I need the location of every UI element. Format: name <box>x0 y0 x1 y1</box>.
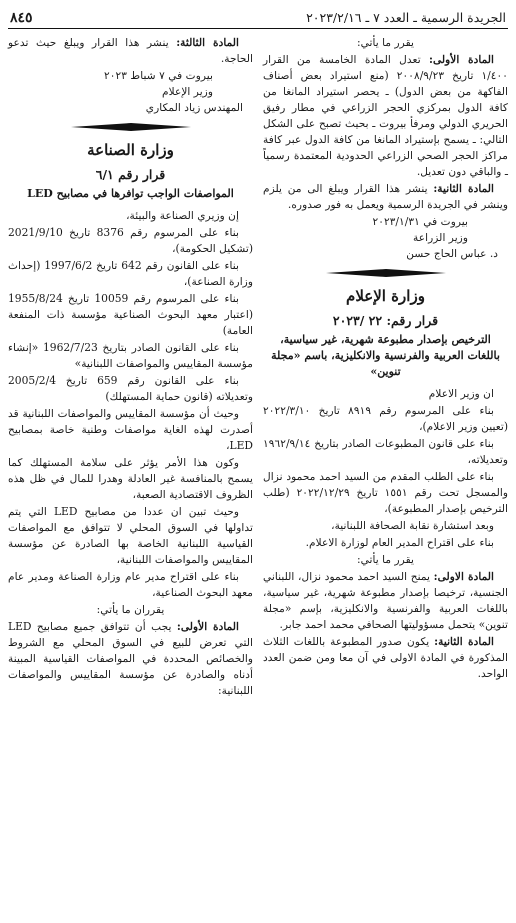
decides-heading: يقرر ما يأتي: <box>357 36 414 49</box>
ministers-line: إن وزيري الصناعة والبيئة، <box>126 209 239 222</box>
article-one-b <box>263 569 508 633</box>
right-column <box>263 35 508 700</box>
signature-date-2: بيروت في ٧ شباط ٢٠٢٣ <box>104 69 213 82</box>
ministry-heading: وزارة الإعلام <box>346 287 425 305</box>
article-two-b-label: المادة الثانية: <box>434 635 494 648</box>
recital-l9: بناء على اقتراح مدير عام وزارة الصناعة ومدير عام معهد البحوث الصناعية، <box>8 570 253 599</box>
divider-ornament-icon <box>71 123 191 131</box>
article-three-label: المادة الثالثة: <box>176 36 239 49</box>
decision-title: الترخيص بإصدار مطبوعة شهرية، غير سياسية، باللغات العربية والفرنسية والانكليزية، باسم «مجلة تنوين» <box>271 333 500 378</box>
article-two-b <box>263 634 508 682</box>
article-one-b-text: يمنح السيد احمد محمود نزال، اللبناني الجنسية، ترخيصا بإصدار مطبوعة شهرية، غير سياسية، باللغات العربية والفرنسية والانكليزية، بإسم «مجلة تنوين» يتحمل مسؤوليتها الصحافي محمد احمد جابر. <box>263 570 508 631</box>
article-two-b-text: يكون صدور المطبوعة باللغات الثلاث المذكورة في المادة الاولى في آن معا ومن ضمن العدد الواحد. <box>263 635 508 680</box>
signature-name: د. عباس الحاج حسن <box>406 247 498 260</box>
recital-l7: وكون هذا الأمر يؤثر على سلامة المستهلك كما يسمح بالمنافسة غير العادلة وهدرا للمال في ظل هذه الظروف الاقتصادية الصعبة، <box>8 456 253 501</box>
article-one-label: المادة الأولى: <box>429 53 494 66</box>
page-header <box>8 8 508 28</box>
recital-2: بناء على قانون المطبوعات الصادر بتاريخ ١٩٦٢/٩/١٤ وتعديلاته، <box>263 437 508 466</box>
article-three <box>8 35 253 67</box>
header-rule <box>8 28 508 29</box>
article-one-c-text: يجب أن تتوافق جميع مصابيح LED التي تعرض للبيع في السوق المحلي مع الشروط والخصائص المحددة في المواصفات القياسية المبينة أدناه والصادرة عن مؤسسة المقاييس والمواصفات اللبنانية: <box>8 620 253 697</box>
ministry-heading-2: وزارة الصناعة <box>87 141 174 159</box>
article-one-c-label: المادة الأولى: <box>176 620 239 633</box>
recital-l8: وحيث تبين ان عددا من مصابيح LED التي يتم تداولها في السوق المحلي لا تتوافق مع المواصفات القياسية اللبنانية الخاصة بها الصادرة عن مؤسسة المقاييس والمواصفات اللبنانية، <box>8 505 253 566</box>
signature-date: بيروت في ٢٠٢٣/١/٣١ <box>372 215 468 228</box>
article-one-c <box>8 619 253 699</box>
minister-line: ان وزير الاعلام <box>428 387 494 400</box>
page-number: ٨٤٥ <box>10 10 33 26</box>
recital-5: بناء على اقتراح المدير العام لوزارة الاعلام. <box>305 536 494 549</box>
signature-title: وزير الزراعة <box>413 231 468 244</box>
recital-l1: بناء على المرسوم رقم 8376 تاريخ 2021/9/10 (تشكيل الحكومة)، <box>8 226 253 255</box>
article-one-text: تعدل المادة الخامسة من القرار ١/٤٠٠ تاريخ ٢٠٠٨/٩/٢٣ (منع استيراد بعض أصناف الفاكهة من بعض الدول) ـ يحصر استيراد المانغا من كافة الدول بمركزي الحجر الزراعي في مطار رفيق الحريري الدولي ومرفأ بيروت ـ بحيث تصبح على الشكل التالي: ـ يسمح بإستيراد المانغا من كافة الدول عبر كافة مراكز الحجر الصحي الزراعي الحدودية المعتمدة رسمياً ـ والباقي دون تعديل. <box>263 53 508 178</box>
recital-l2: بناء على القانون رقم 642 تاريخ 1997/6/2 (إحداث وزارة الصناعة)، <box>8 259 253 288</box>
recital-l4: بناء على القانون الصادر بتاريخ 1962/7/23 «إنشاء مؤسسة المقاييس والمواصفات اللبنانية» <box>8 341 253 370</box>
article-two <box>263 181 508 213</box>
article-two-text: ينشر هذا القرار ويبلغ الى من يلزم وينشر في الجريدة الرسمية ويعمل به فور صدوره. <box>263 182 508 211</box>
article-one <box>263 52 508 180</box>
article-two-label: المادة الثانية: <box>433 182 494 195</box>
left-column <box>8 35 253 700</box>
decision-title-2: المواصفات الواجب توافرها في مصابيح LED <box>27 187 234 200</box>
signature-title-2: وزير الإعلام <box>161 85 213 98</box>
recital-l5: بناء على القانون رقم 659 تاريخ 2005/2/4 وتعديلاته (قانون حماية المستهلك) <box>8 374 253 403</box>
section-divider-2 <box>8 122 253 132</box>
decides-heading-3: يقرران ما يأتي: <box>96 603 165 616</box>
decision-number: قرار رقم: ٢٢ /٢٠٢٣ <box>332 313 439 328</box>
article-three-text: ينشر هذا القرار ويبلغ حيث تدعو الحاجة. <box>8 36 253 65</box>
recital-3: بناء على الطلب المقدم من السيد احمد محمود نزال والمسجل تحت رقم ١٥٥١ تاريخ ٢٠٢٢/١٢/٢٩ (طلب الترخيص بإصدار المطبوعة)، <box>263 470 509 515</box>
article-one-b-label: المادة الاولى: <box>433 570 494 583</box>
section-divider <box>263 268 508 278</box>
signature-name-2: المهندس زياد المكاري <box>145 101 243 114</box>
recital-l3: بناء على المرسوم رقم 10059 تاريخ 1955/8/24 (اعتبار معهد البحوث الصناعية مؤسسة ذات المنفعة العامة) <box>8 292 253 337</box>
decision-number-2: قرار رقم ٦/١ <box>95 167 166 182</box>
columns <box>8 35 508 700</box>
recital-1: بناء على المرسوم رقم ٨٩١٩ تاريخ ٢٠٢٢/٣/١٠ (تعيين وزير الاعلام)، <box>263 404 508 433</box>
divider-ornament-icon <box>326 269 446 277</box>
decides-heading-2: يقرر ما يأتي: <box>357 553 414 566</box>
recital-4: وبعد استشارة نقابة الصحافة اللبنانية، <box>331 519 494 532</box>
recital-l6: وحيث أن مؤسسة المقاييس والمواصفات اللبنانية قد أصدرت لهذه الغاية مواصفات وطنية خاصة بمصابيح LED، <box>8 407 253 452</box>
publication-info: الجريدة الرسمية ـ العدد ٧ ـ ٢٠٢٣/٢/١٦ <box>306 10 506 25</box>
